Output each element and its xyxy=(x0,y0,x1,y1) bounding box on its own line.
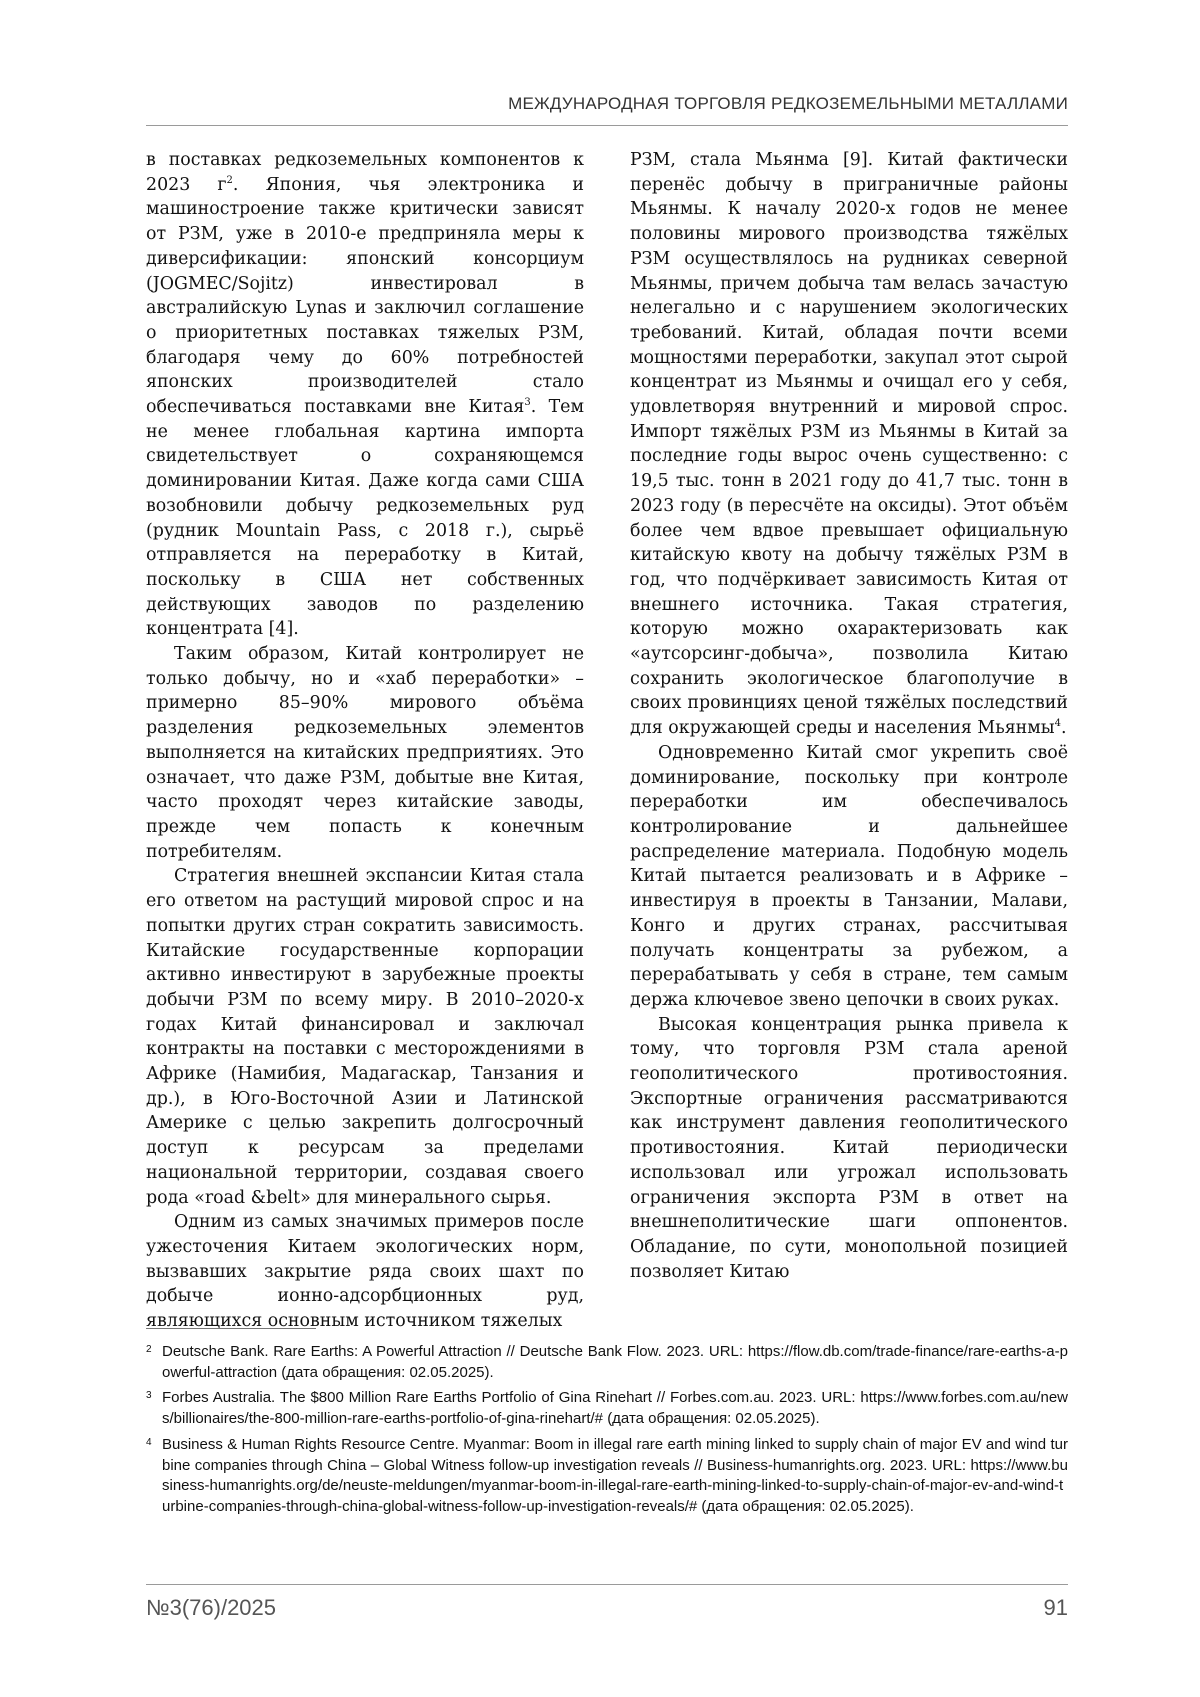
footnote xyxy=(146,1342,1068,1383)
footnote-text[interactable]: Deutsche Bank. Rare Earths: A Powerful Attraction // Deutsche Bank Flow. 2023. URL: https://flow.db.com/trade-finance/rare-earths-a-powerful-attraction (дата обращения: 02.05.2025). xyxy=(162,1343,1068,1381)
paragraph: Стратегия внешней экспансии Китая стала его ответом на растущий мировой спрос и на попытки других стран сократить зависимость. Китайские государственные корпорации активно инвестируют в зарубежные проекты добычи РЗМ по всему миру. В 2010–2020-х годах Китай финансировал и заключал контракты на поставки с месторождениями в Африке (Намибия, Мадагаскар, Танзания и др.), в Юго-Восточной Азии и Латинской Америке с целью закрепить долгосрочный доступ к ресурсам за пределами национальной территории, создавая своего рода «road &belt» для минерального сырья. xyxy=(146,866,584,1208)
right-column xyxy=(630,148,1068,1284)
footnote-divider xyxy=(146,1328,316,1329)
footnote-ref[interactable]: 4 xyxy=(1054,718,1061,730)
footnote-text[interactable]: Forbes Australia. The $800 Million Rare Earths Portfolio of Gina Rinehart // Forbes.com.au. 2023. URL: https://www.forbes.com.au/news/billionaires/the-800-million-rare-earths-portfolio-of-gina-rinehart/# (дата обращения: 02.05.2025). xyxy=(162,1389,1068,1428)
paragraph: Одновременно Китай смог укрепить своё доминирование, поскольку при контроле переработки им обеспечивалось контролирование и дальнейшее распределение материала. Подобную модель Китай пытается реализовать и в Африке – инвестируя в проекты в Танзании, Малави, Конго и других странах, рассчитывая получать концентраты за рубежом, а перерабатывать у себя в стране, тем самым держа ключевое звено цепочки в своих руках. xyxy=(630,742,1068,1010)
footnote-ref[interactable]: 3 xyxy=(524,397,531,409)
header-divider xyxy=(146,125,1068,126)
text-run: . Япония, чья электроника и машиностроение также критически зависят от РЗМ, уже в 2010-е предприняла меры к диверсификации: японский консорциум (JOGMEC/Sojitz) инвестировал в австралийскую Lynas и заключил соглашение о приоритетных поставках тяжелых РЗМ, благодаря чему до 60% потребностей японских производителей стало обеспечиваться поставками вне Китая xyxy=(146,174,585,418)
footnotes xyxy=(146,1342,1068,1523)
footnote-number: 2 xyxy=(146,1344,152,1355)
paragraph: Одним из самых значимых примеров после ужесточения Китаем экологических норм, вызвавших закрытие ряда своих шахт по добыче ионно-адсорбционных руд, являющихся основным источником тяжелых xyxy=(146,1212,584,1332)
footnote-number: 3 xyxy=(146,1390,152,1402)
paragraph xyxy=(146,148,584,642)
text-run: . xyxy=(1061,718,1067,739)
text-run: . Тем не менее глобальная картина импорта свидетельствует о сохраняющемся доминировании Китая. Даже когда сами США возобновили добычу редкоземельных руд (рудник Mountain Pass, с 2018 г.), сырьё отправляется на переработку в Китай, поскольку в США нет собственных действующих заводов по разделению концентрата [4]. xyxy=(146,397,584,640)
footnote-number: 4 xyxy=(146,1436,152,1448)
paragraph: Высокая концентрация рынка привела к тому, что торговля РЗМ стала ареной геополитического противостояния. Экспортные ограничения рассматриваются как инструмент давления геополитического противостояния. Китай периодически использовал или угрожал использовать ограничения экспорта РЗМ в ответ на внешнеполитические шаги оппонентов. Обладание, по сути, монопольной позицией позволяет Китаю xyxy=(630,1014,1068,1282)
left-column xyxy=(146,148,584,1334)
footnote-ref[interactable]: 2 xyxy=(226,174,233,186)
running-head: МЕЖДУНАРОДНАЯ ТОРГОВЛЯ РЕДКОЗЕМЕЛЬНЫМИ МЕТАЛЛАМИ xyxy=(508,94,1068,113)
footnote xyxy=(146,1388,1068,1429)
issue-number: №3(76)/2025 xyxy=(146,1595,277,1620)
paragraph xyxy=(630,148,1068,741)
page-number: 91 xyxy=(1043,1595,1068,1620)
text-run: РЗМ, стала Мьянма [9]. Китай фактически перенёс добычу в приграничные районы Мьянмы. К началу 2020-х годов не менее половины мирового производства тяжёлых РЗМ осуществлялось на рудниках северной Мьянмы, причем добыча там велась зачастую нелегально и с нарушением экологических требований. Китай, обладая почти всеми мощностями переработки, закупал этот сырой концентрат из Мьянмы и очищал его у себя, удовлетворяя внутренний и мировой спрос. Импорт тяжёлых РЗМ из Мьянмы в Китай за последние годы вырос очень существенно: с 19,5 тыс. тонн в 2021 году до 41,7 тыс. тонн в 2023 году (в пересчёте на оксиды). Этот объём более чем вдвое превышает официальную китайскую квоту на добычу тяжёлых РЗМ в год, что подчёркивает зависимость Китая от внешнего источника. Такая стратегия, которую можно охарактеризовать как «аутсорсинг-добыча», позволила Китаю сохранить экологическое благополучие в своих провинциях ценой тяжёлых последствий для окружающей среды и населения Мьянмы xyxy=(630,150,1068,739)
paragraph: Таким образом, Китай контролирует не только добычу, но и «хаб переработки» – примерно 85–90% мирового объёма разделения редкоземельных элементов выполняется на китайских предприятиях. Это означает, что даже РЗМ, добытые вне Китая, часто проходят через китайские заводы, прежде чем попасть к конечным потребителям. xyxy=(146,644,584,862)
footnote xyxy=(146,1435,1068,1518)
text-run: в поставках редкоземельных компонентов к 2023 г xyxy=(146,150,584,195)
footer-divider xyxy=(146,1584,1068,1585)
footnote-text[interactable]: Business & Human Rights Resource Centre. Myanmar: Boom in illegal rare earth mining linked to supply chain of major EV and wind turbine companies through China – Global Witness follow-up investigation reveals // Business-humanrights.org. 2023. URL: https://www.business-humanrights.org/de/neuste-meldungen/myanmar-boom-in-illegal-rare-earth-mining-linked-to-supply-chain-of-major-ev-and-wind-turbine-companies-through-china-global-witness-follow-up-investigation-reveals/# (дата обращения: 02.05.2025). xyxy=(162,1435,1068,1515)
